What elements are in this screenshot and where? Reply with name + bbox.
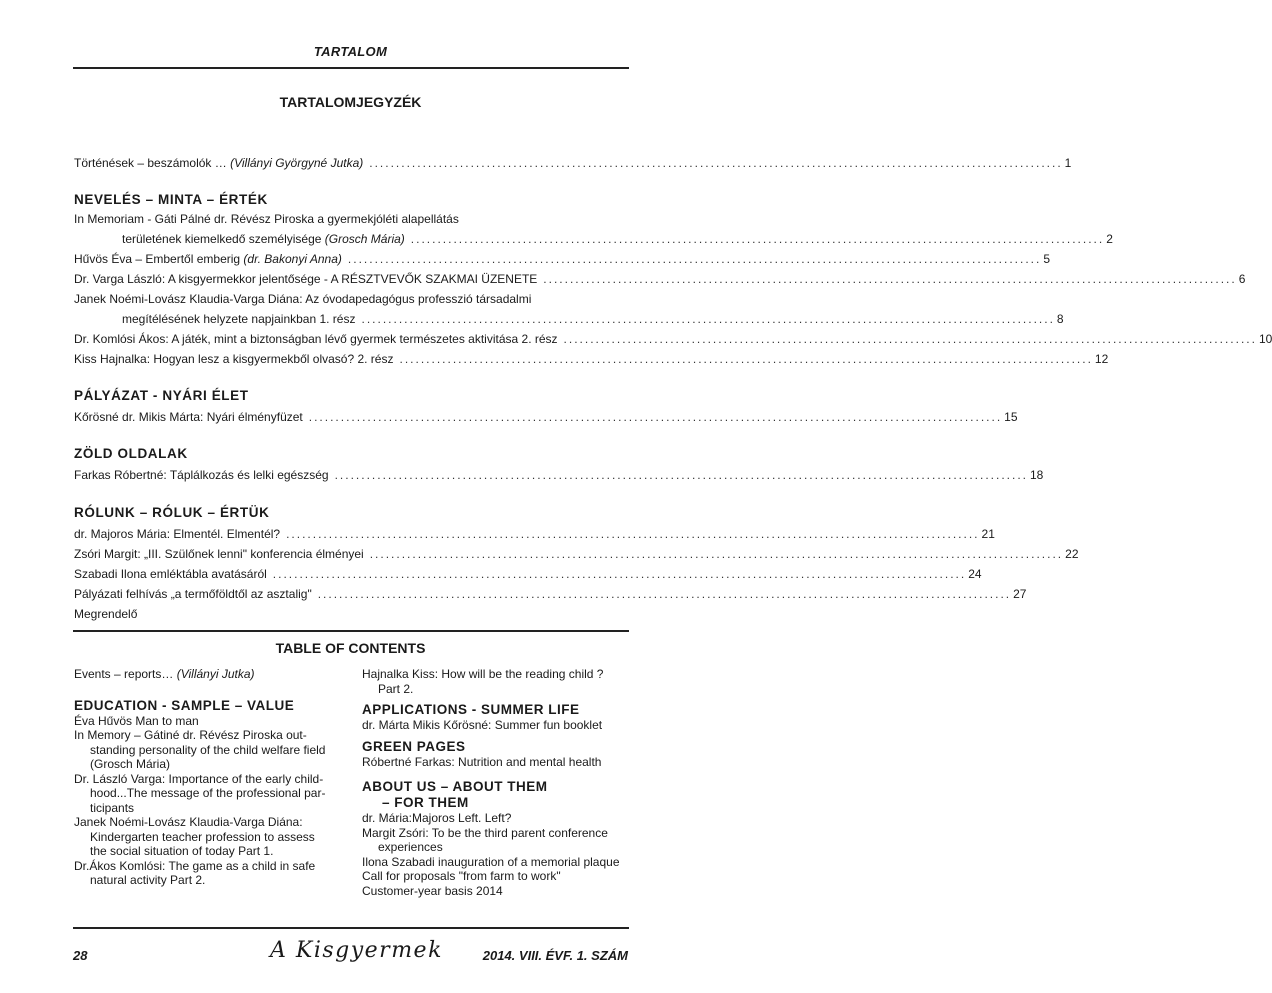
english-toc-title: TABLE OF CONTENTS <box>275 640 426 656</box>
entry-text: Szabadi Ilona emléktábla avatásáról <box>74 567 267 581</box>
toc-entry-palyazati <box>74 587 1027 601</box>
dot-leader: .................................................................................................................................. <box>347 252 1042 266</box>
en-entry: Janek Noémi-Lovász Klaudia-Varga Diána: <box>74 815 303 829</box>
entry-text: Kiss Hajnalka: Hogyan lesz a kisgyermekből olvasó? 2. rész <box>74 352 394 366</box>
toc-entry-line: In Memoriam - Gáti Pálné dr. Révész Piroska a gyermekjóléti alapellátás <box>74 212 459 226</box>
running-header: TARTALOM <box>313 44 388 59</box>
en-entry: Hajnalka Kiss: How will be the reading child ? <box>362 667 604 681</box>
section-heading-zold: ZÖLD OLDALAK <box>74 446 188 461</box>
footer-page-number: 28 <box>73 948 88 963</box>
en-entry-cont: (Grosch Mária) <box>90 757 171 771</box>
dot-leader: .................................................................................................................................. <box>361 312 1055 326</box>
en-entry: Margit Zsóri: To be the third parent conference <box>362 825 608 840</box>
en-entry-cont: experiences <box>378 840 443 854</box>
en-section-education: EDUCATION - SAMPLE – VALUE <box>74 697 295 713</box>
issue-info: 2014. VIII. ÉVF. 1. SZÁM <box>482 948 628 963</box>
entry-text: dr. Majoros Mária: Elmentél. Elmentél? <box>74 527 281 541</box>
entry-text: Farkas Róbertné: Táplálkozás és lelki egészség <box>74 468 329 482</box>
footer-rule <box>73 927 629 929</box>
page-number: 5 <box>1043 252 1051 266</box>
en-section-about: ABOUT US – ABOUT THEM <box>362 779 548 794</box>
page-number: 6 <box>1238 272 1246 286</box>
entry-text: Zsóri Margit: „III. Szülőnek lenni" konferencia élményei <box>74 547 364 561</box>
page-number: 2 <box>1106 232 1113 246</box>
en-section-applications: APPLICATIONS - SUMMER LIFE <box>362 702 580 717</box>
section-heading-rolunk: RÓLUNK – RÓLUK – ÉRTÜK <box>74 505 270 520</box>
toc-entry-varga <box>74 272 1246 286</box>
magazine-name: A Kisgyermek <box>270 938 443 963</box>
entry-text: Dr. Komlósi Ákos: A játék, mint a biztonságban lévő gyermek természetes aktivitása 2. rész <box>74 332 558 346</box>
en-entry: dr. Mária:Majoros Left. Left? <box>362 811 512 825</box>
page-number: 21 <box>981 527 995 541</box>
section-divider <box>73 630 629 632</box>
dot-leader: .................................................................................................................................. <box>410 232 1105 246</box>
en-entry: Call for proposals "from farm to work" <box>362 869 561 883</box>
entry-text: Dr. Varga László: A kisgyermekkor jelentősége - A RÉSZTVEVŐK SZAKMAI ÜZENETE <box>74 272 538 286</box>
dot-leader: .................................................................................................................................. <box>369 547 1064 561</box>
dot-leader: .................................................................................................................................. <box>317 587 1012 601</box>
page-number: 8 <box>1056 312 1064 326</box>
en-entry: Dr.Ákos Komlósi: The game as a child in safe <box>74 858 316 873</box>
page-number: 1 <box>1064 156 1072 170</box>
en-entry-events: Events – reports… (Villányi Jutka) <box>74 667 255 681</box>
entry-text: Történések – beszámolók … <box>74 156 231 170</box>
en-entry-cont: Part 2. <box>378 681 414 696</box>
page-number: 24 <box>968 567 982 581</box>
en-entry: dr. Márta Mikis Kőrösné: Summer fun booklet <box>362 718 603 732</box>
section-heading-neveles: NEVELÉS – MINTA – ÉRTÉK <box>74 192 268 207</box>
dot-leader: .................................................................................................................................. <box>563 332 1257 346</box>
en-entry: Róbertné Farkas: Nutrition and mental health <box>362 754 602 769</box>
english-left-column <box>74 667 350 888</box>
toc-entry-line: Janek Noémi-Lovász Klaudia-Varga Diána: Az óvodapedagógus professzió társadalmi <box>74 292 532 306</box>
toc-entry-intro <box>74 156 1072 170</box>
entry-author: (Villányi Györgyné Jutka) <box>230 156 364 170</box>
page-number: 27 <box>1013 587 1027 601</box>
english-right-column <box>362 667 634 898</box>
en-entry-cont: hood...The message of the professional par- <box>90 786 326 800</box>
dot-leader: .................................................................................................................................. <box>399 352 1093 366</box>
page-number: 22 <box>1065 547 1079 561</box>
dot-leader: .................................................................................................................................. <box>543 272 1237 286</box>
page-number: 18 <box>1030 468 1044 482</box>
en-entry: Ilona Szabadi inauguration of a memorial plaque <box>362 854 620 869</box>
entry-text: Pályázati felhívás „a termőföldtől az asztalig" <box>74 587 312 601</box>
en-entry-cont: ticipants <box>90 800 135 815</box>
toc-entry-majoros <box>74 527 995 541</box>
toc-entry-kiss <box>74 352 1109 366</box>
en-section-about-cont: – FOR THEM <box>382 795 469 810</box>
en-entry-cont: Kindergarten teacher profession to assess <box>90 829 315 844</box>
toc-entry-korosne <box>74 410 1018 424</box>
toc-entry-huvos <box>74 252 1051 266</box>
dot-leader: .................................................................................................................................. <box>369 156 1063 170</box>
toc-entry-szabadi <box>74 567 982 581</box>
en-entry-cont: standing personality of the child welfare field <box>90 742 326 757</box>
entry-text: Hűvös Éva – Embertől emberig <box>74 252 244 266</box>
entry-text: megítélésének helyzete napjainkban 1. rész <box>122 312 356 326</box>
page-number: 15 <box>1004 410 1018 424</box>
header-rule <box>73 67 629 69</box>
page-number: 10 <box>1258 332 1272 346</box>
dot-leader: .................................................................................................................................. <box>308 410 1003 424</box>
entry-text: területének kiemelkedő személyisége <box>122 232 325 246</box>
dot-leader: .................................................................................................................................. <box>334 468 1028 482</box>
dot-leader: .................................................................................................................................. <box>272 567 967 581</box>
toc-entry-megrendelo: Megrendelő <box>74 607 138 621</box>
en-section-green: GREEN PAGES <box>362 738 466 754</box>
toc-entry-zsori <box>74 547 1079 561</box>
toc-entry-farkas <box>74 468 1044 482</box>
en-entry: In Memory – Gátiné dr. Révész Piroska out- <box>74 728 307 742</box>
en-entry: Customer-year basis 2014 <box>362 883 503 898</box>
entry-author: (dr. Bakonyi Anna) <box>243 252 342 266</box>
en-entry: Dr. László Varga: Importance of the early child- <box>74 771 324 786</box>
entry-text: Kőrösné dr. Mikis Márta: Nyári élményfüzet <box>74 410 303 424</box>
page-number: 12 <box>1094 352 1109 366</box>
en-entry-cont: the social situation of today Part 1. <box>90 844 274 858</box>
toc-entry-in-memoriam <box>122 232 1113 246</box>
page-title: TARTALOMJEGYZÉK <box>279 94 422 110</box>
en-entry: Éva Hűvös Man to man <box>74 713 199 728</box>
entry-author: (Grosch Mária) <box>324 232 405 246</box>
en-entry-cont: natural activity Part 2. <box>90 873 206 887</box>
dot-leader: .................................................................................................................................. <box>286 527 980 541</box>
toc-entry-komlosi <box>74 332 1272 346</box>
section-heading-palyazat: PÁLYÁZAT - NYÁRI ÉLET <box>74 388 249 403</box>
toc-entry-janek <box>122 312 1064 326</box>
